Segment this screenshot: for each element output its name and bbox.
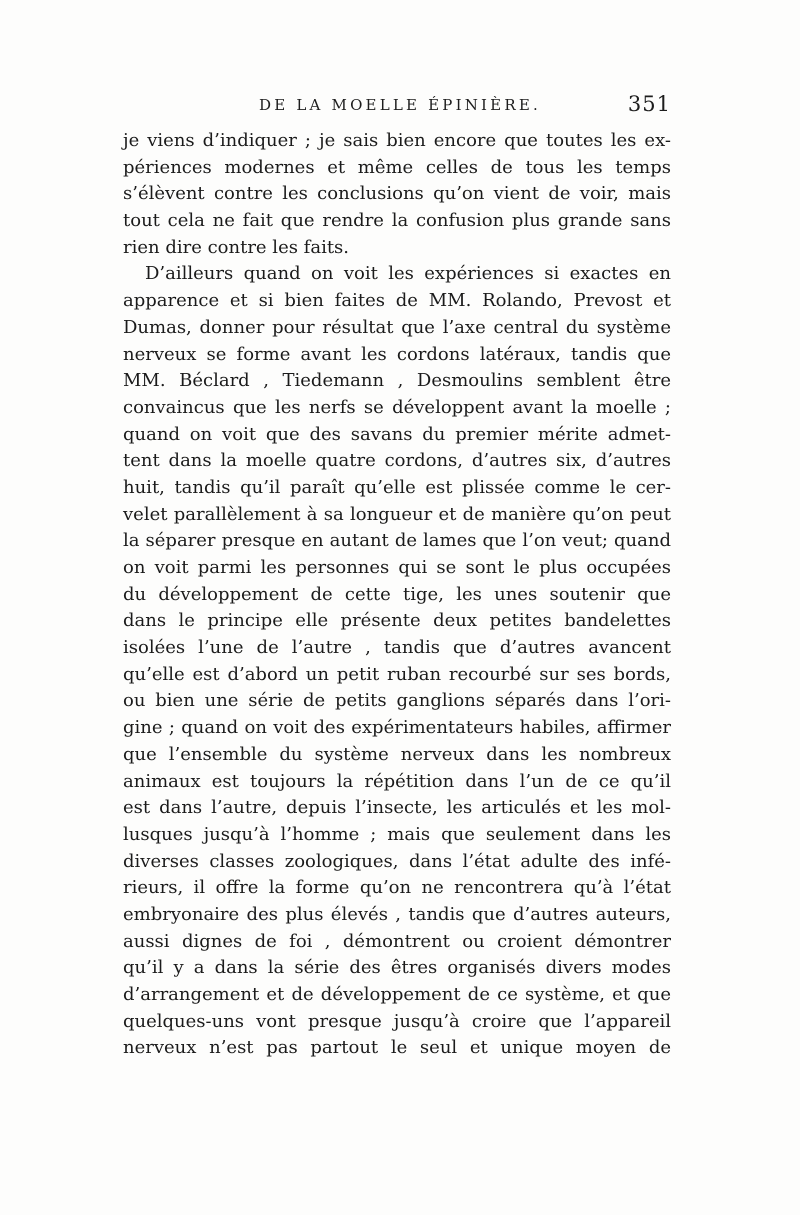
text-line: que l’ensemble du système nerveux dans les nombreux — [123, 743, 671, 765]
text-line: rien dire contre les faits. — [123, 236, 350, 258]
page-header — [123, 92, 671, 122]
running-title: DE LA MOELLE ÉPINIÈRE. — [259, 96, 541, 114]
body-text — [123, 128, 671, 1062]
text-line: huit, tandis qu’il paraît qu’elle est plissée comme le cer- — [123, 476, 671, 498]
text-line: quand on voit que des savans du premier mérite admet- — [123, 423, 671, 445]
text-line: s’élèvent contre les conclusions qu’on vient de voir, mais — [123, 183, 671, 205]
text-line: qu’il y a dans la série des êtres organisés divers modes — [123, 957, 671, 979]
text-line: je viens d’indiquer ; je sais bien encore que toutes les ex- — [123, 130, 671, 151]
page-number: 351 — [627, 92, 671, 116]
text-line: du développement de cette tige, les unes soutenir que — [123, 583, 671, 605]
text-line: velet parallèlement à sa longueur et de manière qu’on peut — [123, 503, 671, 525]
text-line: quelques-uns vont presque jusqu’à croire que l’appareil — [123, 1010, 671, 1032]
text-line: nerveux se forme avant les cordons latéraux, tandis que — [123, 343, 671, 365]
text-line: on voit parmi les personnes qui se sont le plus occupées — [123, 557, 671, 578]
text-line: MM. Béclard , Tiedemann , Desmoulins semblent être — [123, 370, 671, 392]
text-line: diverses classes zoologiques, dans l’état adulte des infé- — [123, 850, 671, 872]
text-line: lusques jusqu’à l’homme ; mais que seulement dans les — [123, 823, 671, 845]
text-line: qu’elle est d’abord un petit ruban recourbé sur ses bords, — [123, 663, 671, 685]
text-line: tout cela ne fait que rendre la confusion plus grande sans — [123, 210, 671, 232]
text-line: D’ailleurs quand on voit les expériences si exactes en — [145, 263, 671, 285]
text-line: rieurs, il offre la forme qu’on ne rencontrera qu’à l’état — [123, 877, 671, 899]
text-line: nerveux n’est pas partout le seul et unique moyen de — [123, 1037, 671, 1059]
text-line: dans le principe elle présente deux petites bandelettes — [123, 610, 671, 632]
text-line: tent dans la moelle quatre cordons, d’autres six, d’autres — [123, 450, 671, 472]
paragraph-2 — [123, 261, 671, 1062]
paragraph-1 — [123, 128, 671, 261]
text-line: périences modernes et même celles de tous les temps — [123, 156, 671, 178]
text-line: animaux est toujours la répétition dans l’un de ce qu’il — [123, 770, 671, 792]
text-line: convaincus que les nerfs se développent avant la moelle ; — [123, 396, 671, 418]
text-line: isolées l’une de l’autre , tandis que d’autres avancent — [123, 637, 671, 659]
text-line: ou bien une série de petits ganglions séparés dans l’ori- — [123, 690, 671, 712]
text-line: apparence et si bien faites de MM. Rolando, Prevost et — [123, 290, 671, 312]
text-line: la séparer presque en autant de lames que l’on veut; quand — [123, 530, 671, 552]
text-line: est dans l’autre, depuis l’insecte, les articulés et les mol- — [123, 797, 671, 819]
text-line: d’arrangement et de développement de ce système, et que — [123, 984, 671, 1005]
text-line: embryonaire des plus élevés , tandis que d’autres auteurs, — [123, 903, 671, 925]
text-line: gine ; quand on voit des expérimentateurs habiles, affirmer — [123, 717, 671, 739]
text-line: aussi dignes de foi , démontrent ou croient démontrer — [123, 930, 671, 952]
text-line: Dumas, donner pour résultat que l’axe central du système — [123, 316, 671, 338]
